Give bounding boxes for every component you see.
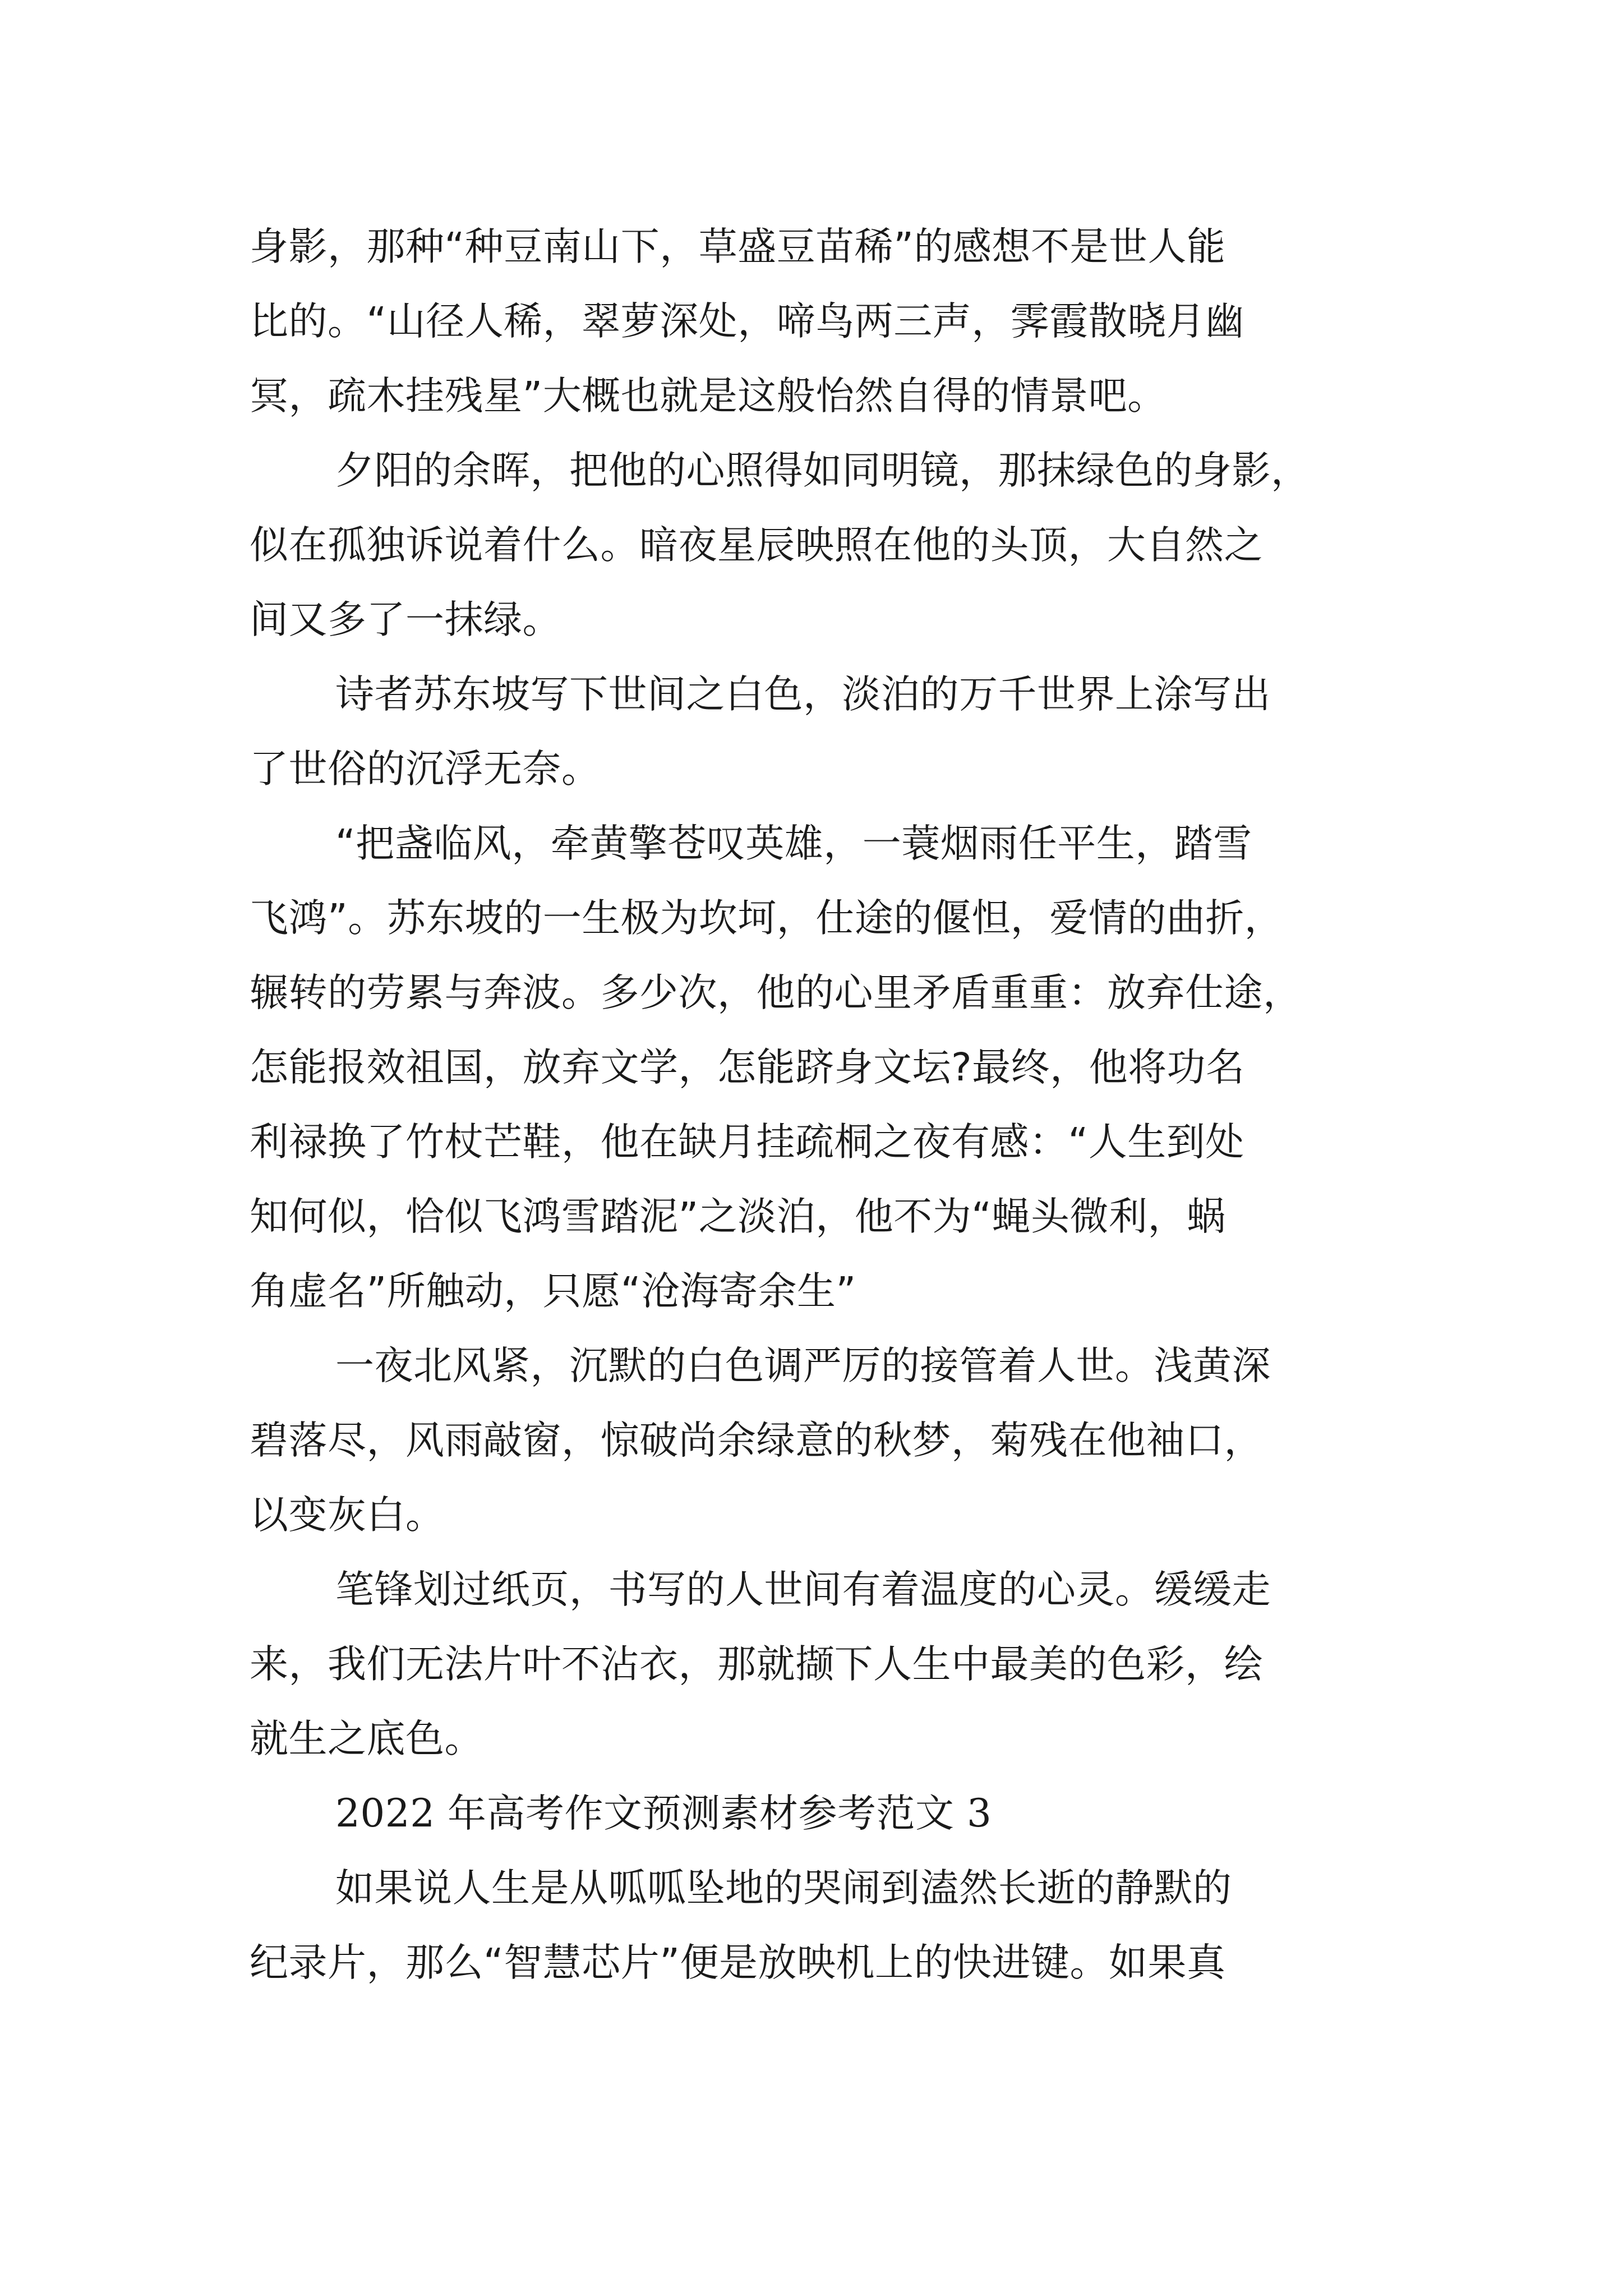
paragraph-first-line: 笔锋划过纸页，书写的人世间有着温度的心灵。缓缓走 [335,1567,1271,1612]
text-line: 比的。“山径人稀，翠萝深处，啼鸟两三声，霁霞散晓月幽 [250,299,1244,344]
text-line: 辗转的劳累与奔波。多少次，他的心里矛盾重重：放弃仕途， [250,970,1302,1015]
text-line: 似在孤独诉说着什么。暗夜星辰映照在他的头顶，大自然之 [250,523,1263,568]
paragraph-first-line: 一夜北风紧，沉默的白色调严厉的接管着人世。浅黄深 [335,1343,1271,1388]
text-line: 就生之底色。 [250,1717,483,1761]
text-line: 身影，那种“种豆南山下，草盛豆苗稀”的感想不是世人能 [250,224,1226,269]
text-line: 知何似，恰似飞鸿雪踏泥”之淡泊，他不为“蝇头微利，蜗 [250,1194,1226,1239]
section-heading: 2022 年高考作文预测素材参考范文 3 [335,1791,992,1836]
text-line: 间又多了一抹绿。 [250,597,561,642]
paragraph-first-line: “把盏临风，牵黄擎苍叹英雄，一蓑烟雨任平生，踏雪 [335,821,1252,866]
text-line: 角虚名”所触动，只愿“沧海寄余生” [250,1269,856,1314]
text-line: 了世俗的沉浮无奈。 [250,747,601,792]
text-line: 怎能报效祖国，放弃文学，怎能跻身文坛?最终，他将功名 [250,1045,1245,1090]
paragraph-first-line: 夕阳的余晖，把他的心照得如同明镜，那抹绿色的身影， [335,448,1310,493]
paragraph-first-line: 如果说人生是从呱呱坠地的哭闹到溘然长逝的静默的 [335,1866,1232,1911]
text-line: 飞鸿”。苏东坡的一生极为坎坷，仕途的偃怛，爱情的曲折， [250,896,1284,941]
text-line: 冥，疏木挂残星”大概也就是这般怡然自得的情景吧。 [250,374,1166,418]
text-line: 利禄换了竹杖芒鞋，他在缺月挂疏桐之夜有感：“人生到处 [250,1120,1244,1165]
text-line: 纪录片，那么“智慧芯片”便是放映机上的快进键。如果真 [250,1940,1226,1985]
text-line: 以变灰白。 [250,1493,445,1538]
paragraph-first-line: 诗者苏东坡写下世间之白色，淡泊的万千世界上涂写出 [335,672,1271,717]
text-line: 来，我们无法片叶不沾衣，那就撷下人生中最美的色彩，绘 [250,1642,1263,1687]
text-line: 碧落尽，风雨敲窗，惊破尚余绿意的秋梦，菊残在他袖口， [250,1418,1263,1463]
